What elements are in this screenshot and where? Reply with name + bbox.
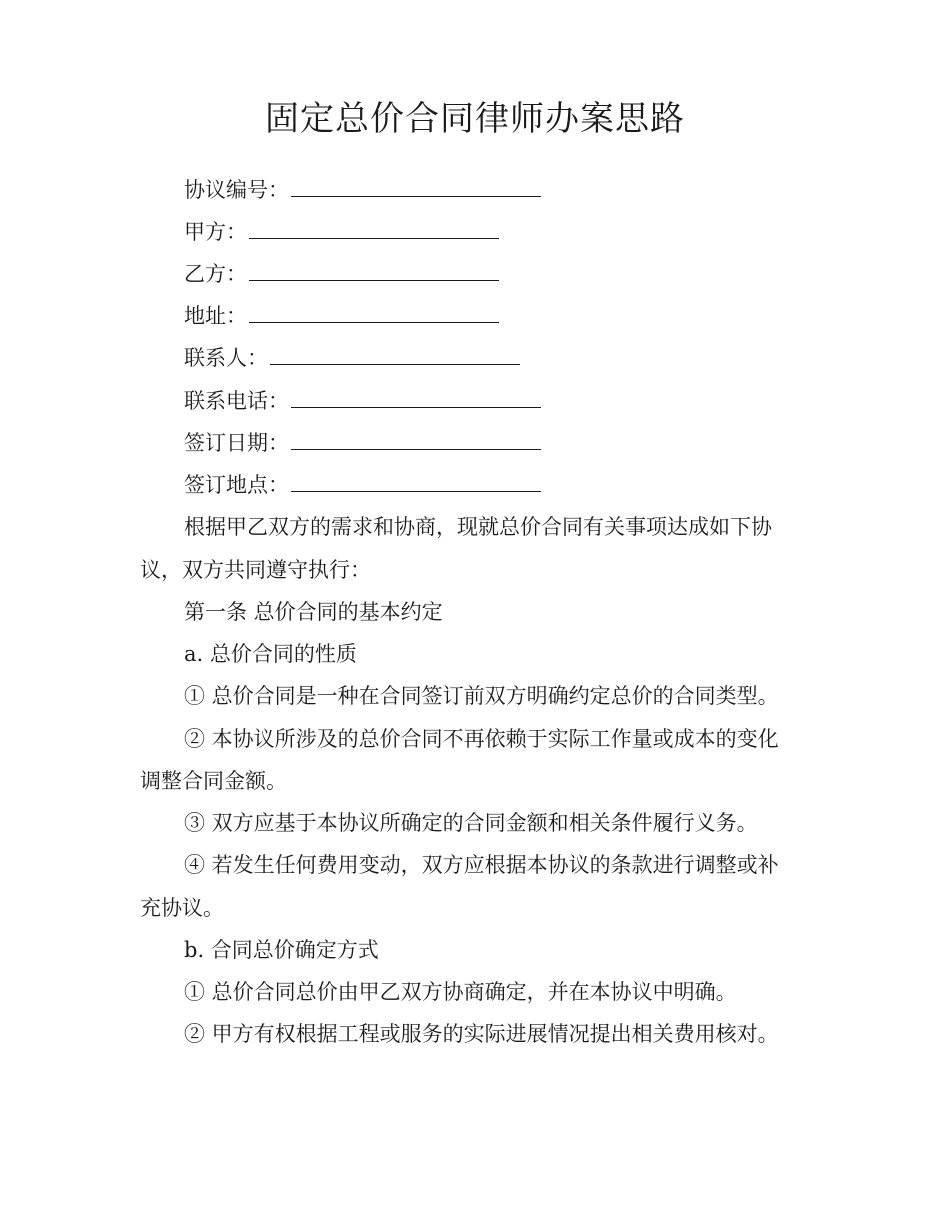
signing-date-blank[interactable] bbox=[291, 431, 541, 450]
field-label: 乙方： bbox=[184, 262, 247, 286]
field-signing-date bbox=[184, 429, 541, 457]
party-a-blank[interactable] bbox=[249, 220, 499, 239]
field-party-a bbox=[184, 218, 499, 246]
field-label: 联系电话： bbox=[184, 389, 289, 413]
clause-a4-line1: ④ 若发生任何费用变动，双方应根据本协议的条款进行调整或补 bbox=[184, 853, 779, 877]
clause-b1: ① 总价合同总价由甲乙双方协商确定，并在本协议中明确。 bbox=[184, 980, 737, 1004]
document-title: 固定总价合同律师办案思路 bbox=[265, 99, 685, 139]
clause-a2-line1: ② 本协议所涉及的总价合同不再依赖于实际工作量或成本的变化 bbox=[184, 727, 779, 751]
contact-phone-blank[interactable] bbox=[291, 389, 541, 408]
intro-paragraph-line1: 根据甲乙双方的需求和协商，现就总价合同有关事项达成如下协 bbox=[184, 515, 772, 539]
intro-paragraph-line2: 议，双方共同遵守执行： bbox=[140, 558, 371, 582]
clause-a1: ① 总价合同是一种在合同签订前双方明确约定总价的合同类型。 bbox=[184, 684, 779, 708]
field-label: 签订日期： bbox=[184, 431, 289, 455]
field-signing-place bbox=[184, 471, 541, 499]
field-label: 甲方： bbox=[184, 220, 247, 244]
field-agreement-number bbox=[184, 176, 541, 204]
field-label: 地址： bbox=[184, 304, 247, 328]
field-contact-person bbox=[184, 344, 520, 372]
field-label: 联系人： bbox=[184, 346, 268, 370]
field-address bbox=[184, 302, 499, 330]
clause-a2-line2: 调整合同金额。 bbox=[140, 769, 287, 793]
field-label: 协议编号： bbox=[184, 178, 289, 202]
address-blank[interactable] bbox=[249, 304, 499, 323]
article-1-heading: 第一条 总价合同的基本约定 bbox=[184, 600, 443, 624]
contact-person-blank[interactable] bbox=[270, 346, 520, 365]
section-b-heading: b. 合同总价确定方式 bbox=[184, 938, 379, 962]
clause-a3: ③ 双方应基于本协议所确定的合同金额和相关条件履行义务。 bbox=[184, 811, 758, 835]
clause-a4-line2: 充协议。 bbox=[140, 896, 224, 920]
field-party-b bbox=[184, 260, 499, 288]
field-contact-phone bbox=[184, 387, 541, 415]
field-label: 签订地点： bbox=[184, 473, 289, 497]
signing-place-blank[interactable] bbox=[291, 473, 541, 492]
agreement-number-blank[interactable] bbox=[291, 178, 541, 197]
clause-b2: ② 甲方有权根据工程或服务的实际进展情况提出相关费用核对。 bbox=[184, 1022, 779, 1046]
section-a-heading: a. 总价合同的性质 bbox=[184, 642, 357, 666]
party-b-blank[interactable] bbox=[249, 262, 499, 281]
